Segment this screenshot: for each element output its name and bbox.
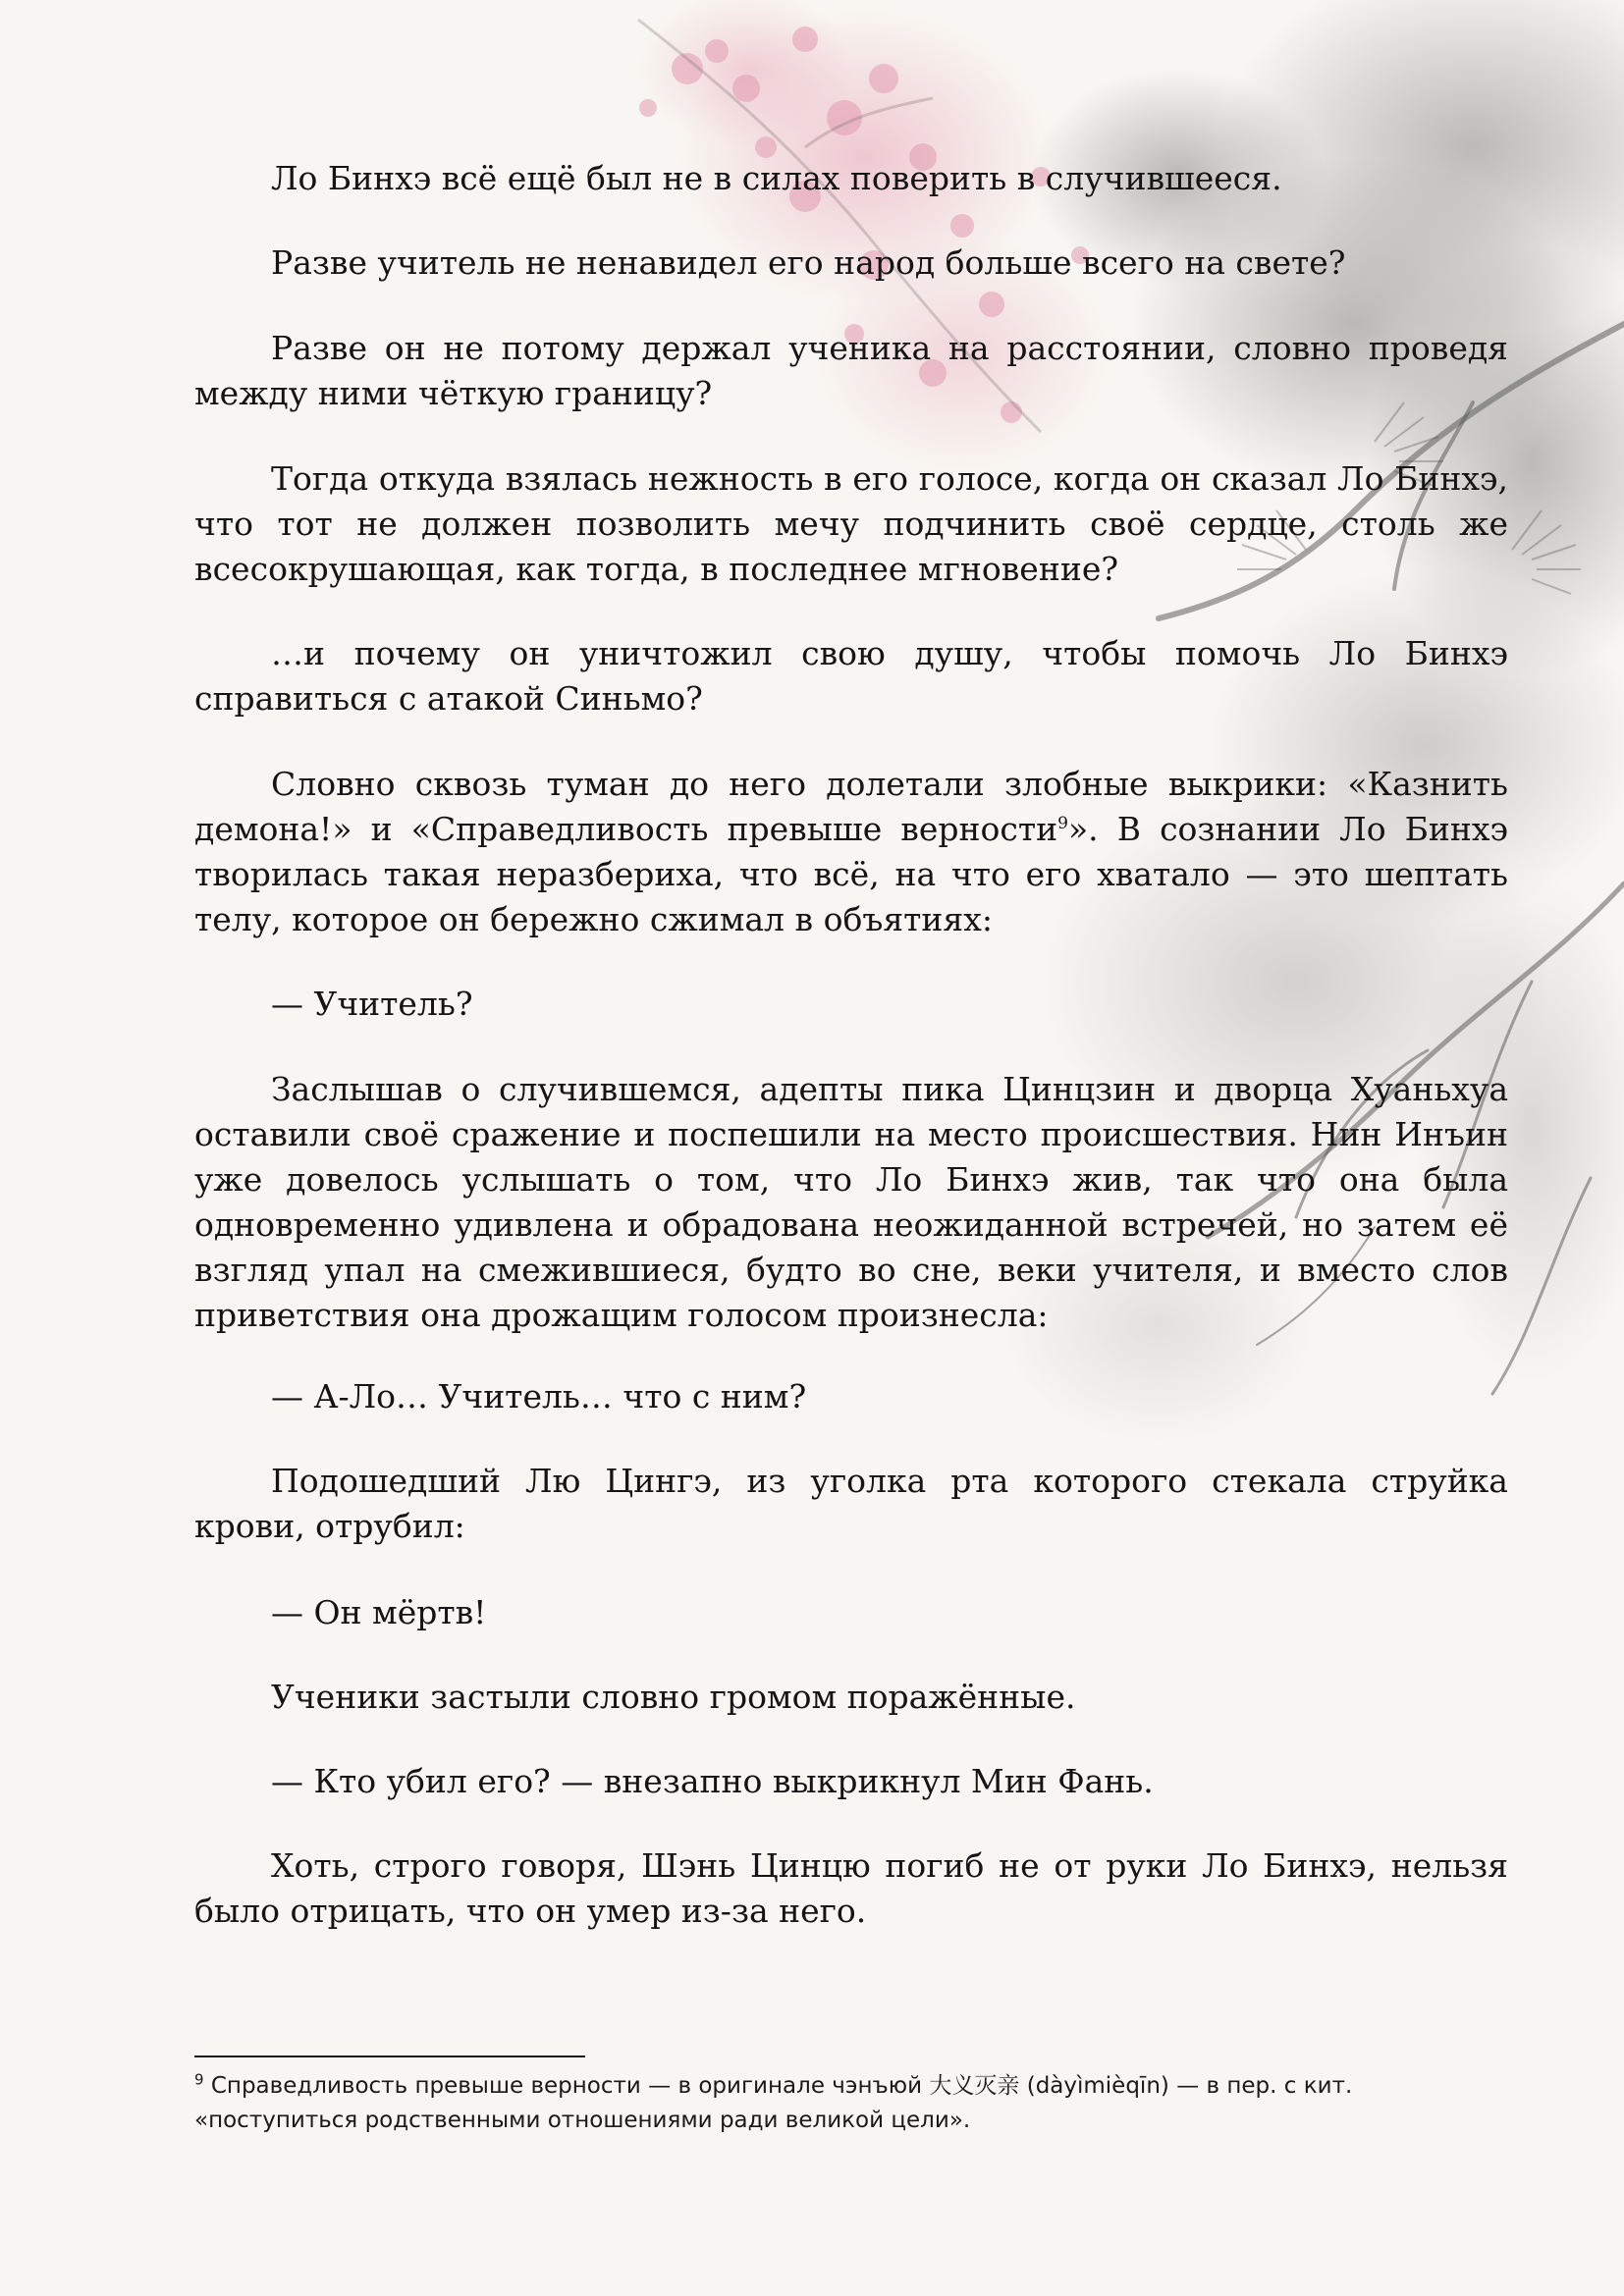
paragraph-6 (194, 762, 1508, 942)
paragraph-5: …и почему он уничтожил свою душу, чтобы помочь Ло Бинхэ справиться с атакой Синьмо? (194, 634, 1508, 718)
paragraph-1: Ло Бинхэ всё ещё был не в силах поверить в случившееся. (271, 159, 1282, 197)
paragraph-8: Заслышав о случившемся, адепты пика Цинцзин и дворца Хуаньхуа оставили своё сражение и поспешили на место происшествия. Нин Инъин уже довелось услышать о том, что Ло Бинхэ жив, так что она была одновременно удивлена и обрадована неожиданной встречей, но затем её взгляд упал на смежившиеся, будто во сне, веки учителя, и вместо слов приветствия она дрожащим голосом произнесла: (194, 1070, 1508, 1334)
paragraph-2: Разве учитель не ненавидел его народ больше всего на свете? (271, 243, 1346, 282)
paragraph-6-text-after: ». В сознании Ло Бинхэ творилась такая неразбериха, что всё, на что его хватало — это шептать телу, которое он бережно сжимал в объятиях: (194, 810, 1508, 938)
paragraph-4: Тогда откуда взялась нежность в его голосе, когда он сказал Ло Бинхэ, что тот не должен позволить мечу подчинить своё сердце, столь же всесокрушающая, как тогда, в последнее мгновение? (194, 459, 1508, 588)
paragraph-11: — Он мёртв! (271, 1593, 487, 1631)
footnote-reference-marker[interactable]: 9 (1057, 814, 1068, 833)
paragraph-10: Подошедший Лю Цингэ, из уголка рта которого стекала струйка крови, отрубил: (194, 1462, 1508, 1545)
paragraph-7: — Учитель? (271, 985, 473, 1023)
paragraph-9: — А-Ло… Учитель… что с ним? (271, 1377, 807, 1415)
paragraph-12: Ученики застыли словно громом поражённые. (271, 1678, 1076, 1716)
paragraph-3: Разве он не потому держал ученика на расстоянии, словно проведя между ними чёткую границу? (194, 329, 1508, 412)
paragraph-14: Хоть, строго говоря, Шэнь Цинцю погиб не от руки Ло Бинхэ, нельзя было отрицать, что он умер из-за него. (194, 1846, 1508, 1930)
footnote-number: 9 (194, 2070, 204, 2089)
footnote-9 (194, 2069, 1508, 2138)
paragraph-6-text-before: Словно сквозь туман до него долетали злобные выкрики: «Казнить демона!» и «Справедливость превыше верности (194, 765, 1508, 848)
footnote-separator (194, 2056, 585, 2057)
footnote-text: Справедливость превыше верности — в оригинале чэнъюй 大义灭亲 (dàyìmièqīn) — в пер. с кит. «поступиться родственными отношениями ради великой цели». (194, 2073, 1353, 2133)
paragraph-13: — Кто убил его? — внезапно выкрикнул Мин Фань. (271, 1762, 1154, 1800)
